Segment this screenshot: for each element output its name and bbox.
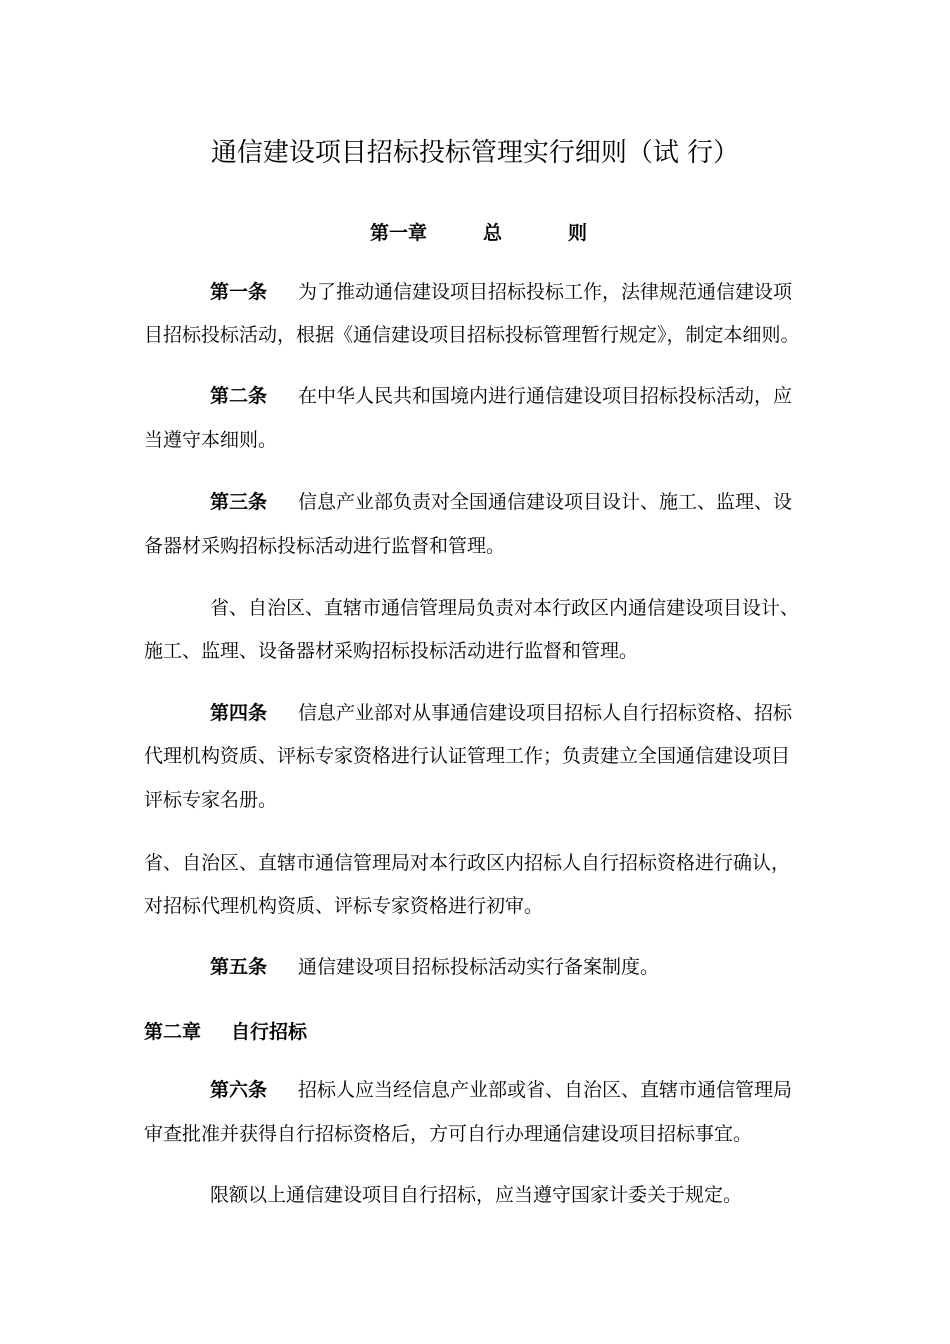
article-1-line-2: 目招标投标活动，根据《通信建设项目招标投标管理暂行规定》，制定本细则。 (144, 324, 800, 346)
article-1-line-1 (210, 280, 792, 304)
chapter-2-heading (144, 1017, 307, 1044)
article-2-text-1: 在中华人民共和国境内进行通信建设项目招标投标活动，应 (298, 385, 793, 407)
article-6-line-2: 审查批准并获得自行招标资格后，方可自行办理通信建设项目招标事宜。 (144, 1123, 753, 1145)
document-title: 通信建设项目招标投标管理实行细则（试 行） (210, 138, 740, 168)
article-4-label: 第四条 (210, 702, 268, 724)
article-6-text-1: 招标人应当经信息产业部或省、自治区、直辖市通信管理局 (298, 1079, 793, 1101)
article-3-line-1 (210, 490, 792, 514)
article-4-text-1: 信息产业部对从事通信建设项目招标人自行招标资格、招标 (298, 702, 793, 724)
article-2-label: 第二条 (210, 385, 268, 407)
article-3-para-2-line-1: 省、自治区、直辖市通信管理局负责对本行政区内通信建设项目设计、 (210, 597, 800, 619)
article-4-para-2-line-1: 省、自治区、直辖市通信管理局对本行政区内招标人自行招标资格进行确认， (144, 852, 791, 874)
chapter-2-number: 第二章 (144, 1021, 202, 1043)
article-3-line-2: 备器材采购招标投标活动进行监督和管理。 (144, 535, 506, 557)
chapter-1-number: 第一章 (370, 222, 428, 244)
article-1-text-1: 为了推动通信建设项目招标投标工作，法律规范通信建设项 (298, 281, 793, 303)
article-3-para-2-line-2: 施工、监理、设备器材采购招标投标活动进行监督和管理。 (144, 640, 639, 662)
article-4-line-1 (210, 701, 792, 725)
article-4-line-2: 代理机构资质、评标专家资格进行认证管理工作；负责建立全国通信建设项目 (144, 745, 791, 767)
chapter-1-heading (370, 218, 587, 245)
article-4-line-3: 评标专家名册。 (144, 789, 278, 811)
article-2-line-1 (210, 384, 792, 408)
article-6-para-2-line-1: 限额以上通信建设项目自行招标，应当遵守国家计委关于规定。 (210, 1184, 743, 1206)
article-5-line-1 (210, 955, 659, 979)
chapter-2-name: 自行招标 (231, 1021, 308, 1043)
article-4-para-2-line-2: 对招标代理机构资质、评标专家资格进行初审。 (144, 895, 544, 917)
article-5-label: 第五条 (210, 956, 268, 978)
article-2-line-2: 当遵守本细则。 (144, 429, 278, 451)
chapter-1-word-2: 则 (568, 222, 588, 244)
article-3-label: 第三条 (210, 491, 268, 513)
article-6-label: 第六条 (210, 1079, 268, 1101)
article-6-line-1 (210, 1078, 792, 1102)
article-1-label: 第一条 (210, 281, 268, 303)
chapter-1-word-1: 总 (483, 222, 503, 244)
article-3-text-1: 信息产业部负责对全国通信建设项目设计、施工、监理、设 (298, 491, 793, 513)
article-5-text-1: 通信建设项目招标投标活动实行备案制度。 (298, 956, 660, 978)
